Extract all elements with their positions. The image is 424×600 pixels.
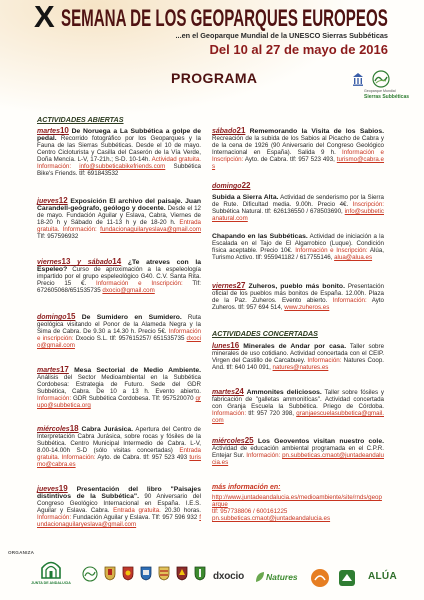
program-entry — [212, 437, 384, 466]
info-label: Información: — [332, 297, 372, 304]
section-heading: ACTIVIDADES CONCERTADAS — [212, 329, 318, 338]
activity-title: Exposición El archivo del paisaje. Juan Carandell-geógrafo, geólogo y docente. — [37, 198, 201, 212]
activity-text: Actividad de senderismo por la Sierra de Rute. Dificultad media. 9.00h. Precio 4€. — [212, 194, 384, 208]
info-label: Actividad gratuita. Información: — [37, 156, 201, 170]
web-link[interactable]: http://www.juntadeandalucia.es/medioambiente/site/rnds/geoparque — [212, 494, 382, 508]
program-entry — [212, 484, 384, 491]
contact-link[interactable]: info@subbeticanatural.com — [212, 208, 384, 222]
day-label: lunes — [212, 343, 231, 350]
activity-text: Desde el 12 de mayo. Fundación Aguilar y Eslava, Cabra, Viernes de 18-20 h y Sábado de 11-13 h y de 18-20 h. — [37, 205, 201, 226]
activity-text: Recreación de la subida de los Sabios al Picacho de Cabra y de la cena de 1926 (90 Aniversario del Congreso Geológico Internacional en España). Salida 9 h. — [212, 135, 384, 156]
activity-title: Subida a Sierra Alta. — [212, 194, 279, 201]
organizer-label: ORGANIZA — [8, 550, 35, 555]
geopark-logo-line: Geoparque Mundial — [364, 89, 396, 93]
dxocio-logo: dxocio — [213, 571, 245, 582]
activity-text: Tlf: 957596932 — [37, 233, 79, 240]
contact-link[interactable]: turismo@cabra.es — [212, 156, 385, 170]
program-entry — [212, 182, 384, 190]
day-label: jueves — [37, 486, 59, 493]
activity-title: De Sumidero en Sumidero. — [75, 314, 182, 321]
contact-link[interactable]: www.zuheros.es — [284, 304, 330, 311]
program-entry — [212, 127, 384, 170]
activity-text: Curso de aproximación a la espeleología impartido por el grupo espeleológico G40. C.V. Santa Rita. Precio 15 €. — [37, 266, 201, 287]
day-number: 18 — [69, 424, 79, 433]
contact-link[interactable]: turismo@cabra.es — [37, 454, 202, 468]
activity-text: 20.30 horas. — [164, 507, 202, 514]
info-label: Información e Inscripción: — [212, 149, 384, 163]
activity-title: Cabra Jurásica. — [78, 426, 134, 433]
day-label: sábado — [212, 128, 237, 135]
info-label: Información: — [307, 357, 344, 364]
coat-of-arms-icon — [140, 566, 152, 581]
activity-title: Zuheros, pueblo más bonito. — [245, 283, 345, 290]
day-label: jueves — [37, 198, 59, 205]
day-label: martes — [37, 367, 60, 374]
activity-title: Presentación del libro "Paisajes distintivos de la Subbética". — [37, 486, 201, 500]
day-number: 16 — [230, 341, 240, 350]
day-number: 19 — [58, 484, 68, 493]
coat-of-arms-icon — [104, 566, 116, 581]
activity-text: Alúa, Turismo Activo. tlf: 955941182 / 617755146, — [212, 247, 384, 261]
day-number: 27 — [236, 281, 246, 290]
contact-link[interactable]: natures@natures.es — [272, 364, 329, 371]
activity-text: Natures Coop. And. tlf: 640 140 091, — [212, 357, 384, 371]
activity-text: Actividad de educación ambiental programada en el C.P.R. Entejar Sur. — [212, 445, 384, 459]
program-entry — [212, 194, 384, 222]
poster-subtitle: ...en el Geoparque Mundial de la UNESCO Sierras Subbéticas — [175, 31, 388, 40]
activity-title: ¿Te atreves con la Espeleo? — [37, 259, 201, 273]
edition-numeral: X — [34, 0, 55, 34]
junta-andalucia-emblem-icon — [40, 559, 62, 579]
geopark-emblem-icon — [82, 566, 98, 582]
date-label — [212, 389, 244, 396]
activity-text: GDR Subbética Cordobesa. Tlf: 957520070 — [73, 395, 196, 402]
activity-title: Ammonites deliciosos. — [243, 389, 322, 396]
day-number: 13 — [61, 257, 71, 266]
activity-title: Los Geoventos visitan nuestro cole. — [253, 438, 384, 445]
info-label: Información: — [37, 514, 73, 521]
day-label: viernes — [37, 259, 62, 266]
activity-title: Chapando en las Subbéticas. — [212, 233, 308, 240]
coat-of-arms-icon — [176, 566, 188, 581]
activity-text: Subbética Bike's Friends. tlf: 691843532 — [37, 163, 201, 177]
event-dates: Del 10 al 27 de mayo de 2016 — [209, 42, 388, 57]
alua-logo: ALÚA — [368, 571, 397, 582]
activity-title: De Noruega a La Subbética a golpe de pedal. — [37, 128, 201, 142]
day-label: domingo — [212, 183, 242, 190]
info-label: Información: — [212, 410, 249, 417]
activity-text: Taller sobre fósiles y fabricación de "galletas ammonitícas". Actividad concertada con Granja Escuela la Subbética. Priego de Córdoba. — [212, 389, 384, 410]
activity-text: 90 Aniversario del Congreso Geológico Internacional en España. I.E.S. Aguilar y Eslava. Cabra. — [37, 493, 201, 514]
activity-text: Presentación oficial de los pueblos más bonitos de España. 12.00h. Plaza de la Paz. Zuheros. Evento abierto. — [212, 283, 384, 304]
geopark-logo-name: Sierras Subbéticas — [364, 94, 410, 100]
program-entry — [212, 494, 384, 522]
activity-text: Ayto Zuheros. tlf: 957 694 514, — [212, 297, 384, 311]
info-label: Información: — [37, 395, 73, 402]
activity-text: Recorrido fotográfico por los Geoparques y la Fauna de las Sierras Subbéticas. Desde el 10 de mayo. Centro Cicloturista y Casilla del Caserón de la Vía Verde, Doña Mencía. L-V, 17-21h.; S-D. 10-14h. — [37, 135, 201, 163]
program-entry — [212, 388, 384, 424]
day-number: 21 — [236, 126, 246, 135]
contact-link[interactable]: info@subbeticabikefriends.com — [79, 163, 166, 170]
info-label: Entrada gratuita. Información: — [37, 447, 201, 461]
activity-text: Dxocio S.L. tlf: 957615257/ 651535735 — [75, 335, 187, 342]
day-number: 22 — [241, 181, 251, 190]
activity-text: Ruta geológica visitando el Ponor de la Alameda Negra y la Sima de Cabra. De 9.30 a 14.30 h. Precio 5€. — [37, 314, 201, 335]
date-label — [212, 343, 239, 350]
day-number: 15 — [66, 312, 76, 321]
contact-link[interactable]: dxocio@gmail.com — [37, 335, 201, 349]
contact-link[interactable]: fundacionaguilaryeslava@gmail.com — [37, 514, 201, 528]
info-label: Entrada gratuita. — [113, 507, 165, 514]
info-label: Entrada gratuita. Información: — [37, 219, 201, 233]
info-label: Inscripción: — [352, 201, 384, 208]
date-label — [212, 438, 254, 445]
day-label: domingo — [37, 314, 67, 321]
day-label: martes — [212, 389, 235, 396]
date-label — [212, 128, 245, 135]
day-label: martes — [37, 128, 60, 135]
day-number: 24 — [234, 387, 244, 396]
contact-link[interactable]: pn.subbeticas.cmaot@juntadeandalucia.es — [212, 452, 384, 466]
activity-text: Análisis del Sector Medioambiental en la Subbética Cordobesa: Estrategia de Futuro. Sede del GDR Subbética, Cabra. De 10 a 13 h. Evento abierto. — [37, 374, 201, 395]
program-entry — [212, 282, 384, 311]
program-entry — [212, 233, 384, 261]
activity-title: Mesa Sectorial de Medio Ambiente. — [68, 367, 201, 374]
day-label: y sábado — [70, 259, 113, 266]
info-label: Información: — [246, 452, 283, 459]
activity-text: tlf: 957 720 398, — [248, 410, 297, 417]
contact-link[interactable]: dxocio@gmail.com — [102, 287, 155, 294]
section-heading: ACTIVIDADES ABIERTAS — [37, 115, 124, 124]
activity-text: Subbética Natural. tlf: 626136550 / 678503690, — [212, 208, 345, 215]
contact-link[interactable]: grupo@subbetica.org — [37, 395, 201, 409]
activity-text: Apertura del Centro de Interpretación Cabra Jurásica, sobre rocas y fósiles de la Subbética. Centro Municipal Intermedio de Cabra. L-V, 8.00-14.00h S-D (sólo visitas concertadas) — [37, 426, 201, 454]
leaf-icon — [255, 571, 265, 583]
day-label: viernes — [212, 283, 237, 290]
activity-text: Actividad de iniciación a la Escalada en el Tajo de El Algarrobico (Luque). Condición física aceptable. Precio 10€. — [212, 233, 384, 254]
activity-text: Fundación Aguilar y Eslava. Tlf: 957 596 932 — [73, 514, 200, 521]
natures-logo: Natures — [266, 572, 298, 582]
activity-text: Taller sobre minerales de uso cotidiano. Actividad concertada con el CEIP. Virgen del Castillo de Carcabuey. — [212, 343, 385, 364]
contact-link[interactable]: alua@alua.es — [334, 254, 373, 261]
activity-title: Minerales de Andar por casa. — [239, 343, 347, 350]
partner-logo-icon — [310, 568, 330, 588]
day-label: miércoles — [37, 426, 70, 433]
info-label: Información e Inscripción: — [295, 247, 370, 254]
contact-link[interactable]: granjaescuelasubbetica@gmail.com — [212, 410, 384, 424]
day-number: 12 — [58, 196, 68, 205]
contact-phone: tlf: 957738806 / 600161225 — [212, 508, 288, 515]
junta-andalucia-logo — [30, 559, 72, 589]
info-label: Información e inscripción: — [37, 328, 201, 342]
activity-text: Ayto. de Cabra. tlf: 957 523 493 — [97, 454, 190, 461]
coat-of-arms-icon — [122, 566, 134, 581]
info-label: Información e Inscripción: — [96, 280, 193, 287]
activity-title: Rememorando la Visita de los Sabios. — [245, 128, 384, 135]
date-label — [212, 283, 245, 290]
more-info-heading: más información en: — [212, 484, 281, 491]
activity-text: Ayto. de Cabra. tlf: 957 523 493, — [244, 156, 337, 163]
contact-link[interactable]: fundacionaguilaryeslava@gmail.com — [100, 226, 201, 233]
junta-andalucia-name: JUNTA DE ANDALUCIA — [31, 581, 71, 585]
day-number: 25 — [244, 436, 254, 445]
day-number: 14 — [112, 257, 122, 266]
coat-of-arms-icon — [158, 566, 170, 581]
day-number: 10 — [59, 126, 69, 135]
date-label — [212, 183, 250, 190]
program-heading: PROGRAMA — [171, 70, 258, 86]
program-entry — [212, 342, 384, 371]
partner-logo-icon — [338, 569, 356, 587]
activity-text: Tlf: 672605068/651535735 — [37, 280, 201, 294]
day-number: 17 — [59, 365, 69, 374]
web-link[interactable]: pn.subbeticas.cmaot@juntadeandalucia.es — [212, 515, 331, 522]
coat-of-arms-icon — [194, 566, 206, 581]
poster-title: SEMANA DE LOS GEOPARQUES EUROPEOS — [61, 5, 388, 32]
day-label: miércoles — [212, 438, 245, 445]
